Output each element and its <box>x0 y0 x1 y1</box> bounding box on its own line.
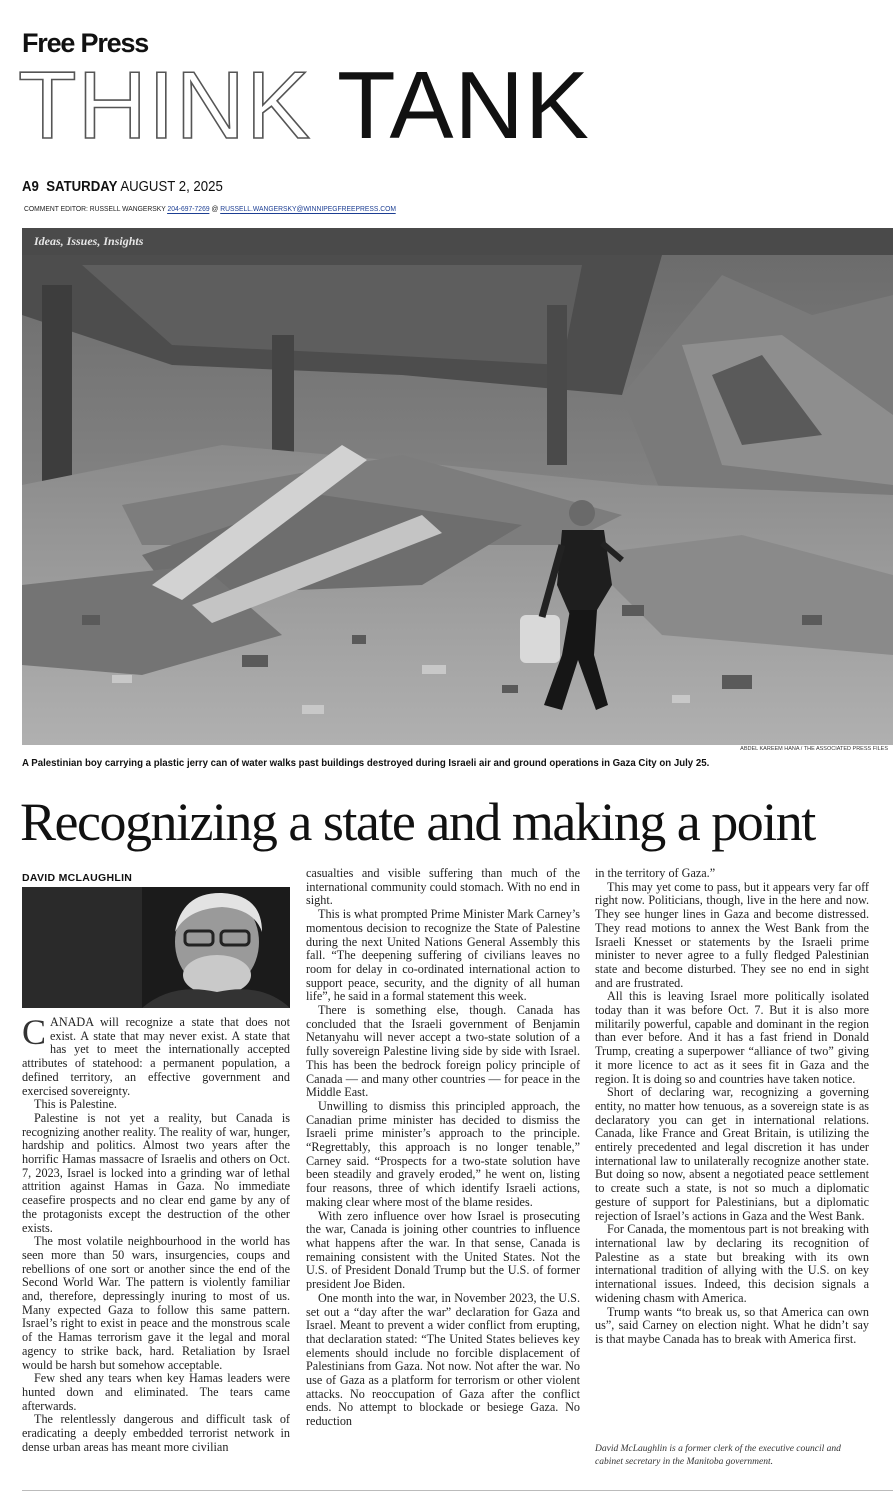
editor-line <box>24 204 396 213</box>
paragraph: Trump wants “to break us, so that America can own us”, said Carney on election night. What he didn’t say is that maybe Canada has to break with America first. <box>595 1304 869 1346</box>
photo-credit: ABDEL KAREEM HANA / THE ASSOCIATED PRESS FILES <box>740 746 888 752</box>
article-column-2 <box>306 867 580 1429</box>
paragraph: casualties and visible suffering than much of the international community could stomach. With no end in sight. <box>306 866 580 908</box>
paragraph: CANADA will recognize a state that does not exist. A state that may never exist. A state that has yet to meet the internationally accepted attributes of statehood: a permanent population, a defined territory, an effective government and exercised sovereignty. <box>22 1012 290 1098</box>
paragraph: Palestine is not yet a reality, but Canada is recognizing another reality. The reality of war, hunger, hardship and politics. Almost two years after the horrific Hamas massacre of Israelis and others on Oct. 7, 2023, Israel is locked into a grinding war of lethal attrition against Hamas in Gaza. No immediate ceasefire prospects and no clear end game by any of the protagonists except the destruction of the other exists. <box>22 1110 290 1235</box>
author-bio: David McLaughlin is a former clerk of the executive council and cabinet secretary in the Manitoba government. <box>595 1444 841 1467</box>
paragraph: All this is leaving Israel more politically isolated today than it was before Oct. 7. But it is also more militarily powerful, capable and dominant in the region than ever before. And it has a fast friend in Donald Trump, creating a superpower “alliance of two” giving it more licence to act as it sees fit in Gaza and the region. It is doing so and countries have taken notice. <box>595 989 869 1086</box>
editor-email[interactable]: RUSSELL.WANGERSKY@WINNIPEGFREEPRESS.COM <box>220 204 396 213</box>
author-portrait <box>22 887 290 1008</box>
paragraph: With zero influence over how Israel is prosecuting the war, Canada is joining other countries to influence what happens after the war. In that sense, Canada is remaining consistent with the United States. Not the U.S. of President Donald Trump but the U.S. of former president Joe Biden. <box>306 1208 580 1292</box>
bottom-rule <box>22 1490 893 1491</box>
author-photo <box>22 887 290 1008</box>
paragraph: For Canada, the momentous part is not breaking with international law by declaring its recognition of Palestine as a state but breaking with its own international tradition of allying with the U.S. on key international issues. Indeed, this decision signals a widening chasm with America. <box>595 1222 869 1305</box>
paragraph: Few shed any tears when key Hamas leaders were hunted down and eliminated. The tears came afterwards. <box>22 1371 290 1413</box>
paragraph: Short of declaring war, recognizing a governing entity, no matter how tenuous, as a sovereign state is as declaratory you can get in international relations. Canada, like France and Great Britain, is utilizing the entirely precedented and legal discretion it has under international law to unilaterally recognize another state. But doing so now, absent a negotiated peace settlement to create such a state, is not so much a diplomatic gesture of support for Palestinians, but a diplomatic rejection of Israel’s actions in Gaza and the West Bank. <box>595 1085 869 1223</box>
article-column-3 <box>595 867 869 1347</box>
date: AUGUST 2, 2025 <box>120 178 223 195</box>
masthead-title-think: THINK <box>18 52 311 159</box>
weekday: SATURDAY <box>46 178 118 195</box>
paragraph: This is Palestine. <box>34 1097 117 1112</box>
page-number: A9 <box>22 178 39 195</box>
headline: Recognizing a state and making a point <box>20 792 815 852</box>
article-column-1 <box>22 1012 290 1455</box>
editor-phone[interactable]: 204-697-7269 <box>167 204 210 213</box>
paragraph: There is something else, though. Canada has concluded that the Israeli government of Benjamin Netanyahu will never accept a two-state solution of a fully sovereign Palestine living side by side with Israel. This has been the bedrock foreign policy principle of Canada — and many other countries — for peace in the Middle East. <box>306 1003 580 1100</box>
paragraph: in the territory of Gaza.” <box>595 866 716 880</box>
paragraph: The relentlessly dangerous and difficult task of eradicating a deeply embedded terrorist network in dense urban areas has meant more civilian <box>22 1412 290 1454</box>
section-bar <box>22 228 893 255</box>
dateline <box>22 178 223 195</box>
masthead-title-tank: TANK <box>336 52 590 159</box>
paragraph: One month into the war, in November 2023, the U.S. set out a “day after the war” declaration for Gaza and Israel. Meant to prevent a wider conflict from erupting, that declaration stated: “The United States believes key elements should include no forcible displacement of Palestinians from Gaza. Not now. Not after the war. No use of Gaza as a platform for terrorism or other violent attacks. No reoccupation of Gaza after the conflict ends. No attempt to blockade or besiege Gaza. No reduction <box>306 1290 580 1429</box>
rubble-photo-illustration <box>22 255 893 745</box>
masthead-brand: Free Press <box>22 28 149 58</box>
paragraph: Unwilling to dismiss this principled approach, the Canadian prime minister has decided to dismiss the Israeli prime minister’s approach to the principle. “Regrettably, this approach is no longer tenable,” Carney said. “Prospects for a two-state solution have been steadily and gravely eroded,” he went on, listing four reasons, three of which identify Israeli actions, making clear where most of the blame resides. <box>306 1098 580 1209</box>
email-icon: @ <box>211 204 219 213</box>
byline: DAVID MCLAUGHLIN <box>22 872 133 884</box>
drop-cap: C <box>22 1012 47 1052</box>
editor-name: COMMENT EDITOR: RUSSELL WANGERSKY <box>24 204 166 213</box>
main-photo <box>22 255 893 745</box>
paragraph: The most volatile neighbourhood in the world has seen more than 50 wars, insurgencies, coups and rebellions of one sort or another since the end of the Second World War. The pattern is violently familiar and, therefore, depressingly inuring to most of us. Many expected Gaza to follow this same pattern. Israel’s right to exist in peace and the monstrous scale of the Hamas terrorism gave it the legal and moral agency to strike back, hard. Retaliation by Israel would be harsh but somehow acceptable. <box>22 1234 290 1372</box>
paragraph: This may yet come to pass, but it appears very far off right now. Politicians, though, live in the here and now. They see hunger lines in Gaza and become distressed. They read motions to annex the West Bank from the Israeli Knesset or statements by the Israeli prime minister to never agree to a fully fledged Palestinian state and become disturbed. They see no end in sight and are frustrated. <box>595 879 869 990</box>
section-label: Ideas, Issues, Insights <box>34 234 144 248</box>
photo-caption: A Palestinian boy carrying a plastic jerry can of water walks past buildings destroyed during Israeli air and ground operations in Gaza City on July 25. <box>22 757 710 769</box>
masthead-title <box>18 52 590 159</box>
paragraph: This is what prompted Prime Minister Mark Carney’s momentous decision to recognize the State of Palestine during the next United Nations General Assembly this fall. “The deepening suffering of civilians leaves no room for delay in co-ordinated international action to support peace, security, and the dignity of all human life”, he said in a formal statement this week. <box>306 907 580 1004</box>
